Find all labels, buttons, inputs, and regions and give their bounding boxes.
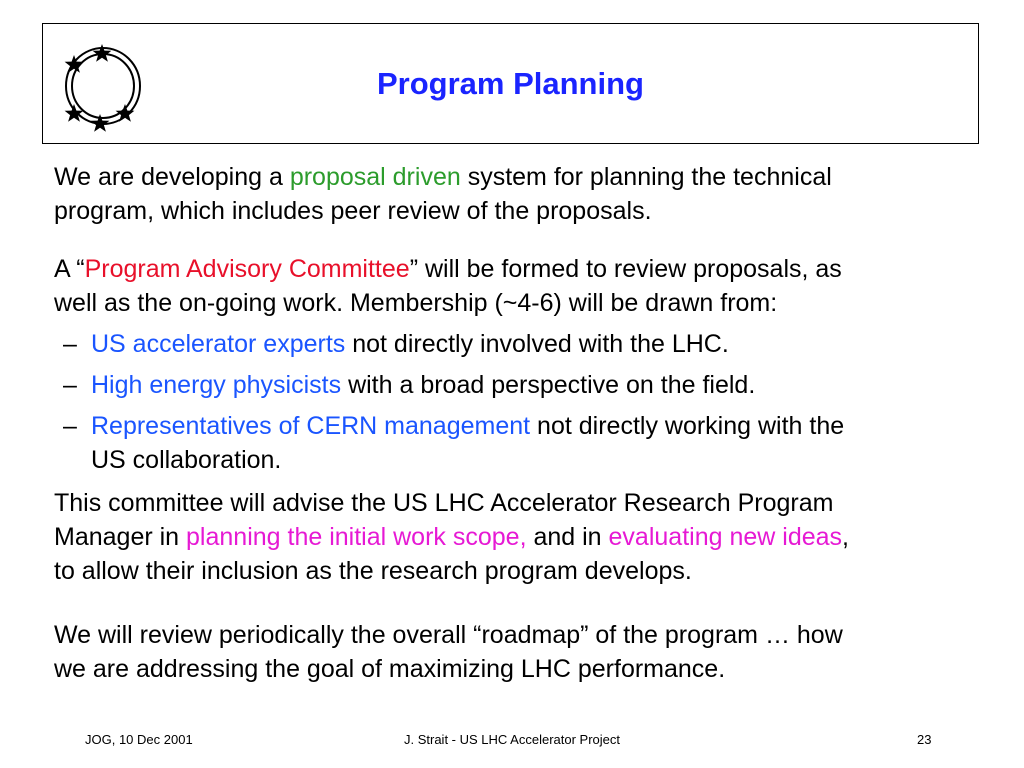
- highlight-program-advisory-committee: Program Advisory Committee: [84, 255, 410, 283]
- paragraph-committee-advice: This committee will advise the US LHC Accelerator Research Program Manager in planning the initial work scope, and in evaluating new ideas, to allow their inclusion as the research program develops.: [54, 489, 849, 585]
- bullet-cern-management: – Representatives of CERN management not directly working with the US collaboration.: [63, 412, 845, 474]
- paragraph-proposal-system: We are developing a proposal driven system for planning the technical program, which includes peer review of the proposals.: [54, 163, 832, 225]
- paragraph-advisory-committee: A “Program Advisory Committee” will be formed to review proposals, as well as the on-going work. Membership (~4-6) will be drawn from:: [54, 255, 842, 317]
- paragraph-roadmap-review: We will review periodically the overall “roadmap” of the program … how we are addressing the goal of maximizing LHC performance.: [54, 621, 843, 683]
- footer-page-number: 23: [917, 732, 932, 747]
- footer-date: JOG, 10 Dec 2001: [85, 732, 193, 747]
- highlight-initial-work-scope: planning the initial work scope,: [186, 523, 527, 551]
- bullet-high-energy-physicists: – High energy physicists with a broad perspective on the field.: [63, 371, 756, 399]
- highlight-new-ideas: evaluating new ideas: [608, 523, 843, 551]
- footer-project: J. Strait - US LHC Accelerator Project: [403, 732, 620, 747]
- slide-title: Program Planning: [377, 66, 644, 101]
- highlight-proposal-driven: proposal driven: [289, 163, 461, 191]
- bullet-us-accelerator-experts: – US accelerator experts not directly involved with the LHC.: [63, 330, 729, 358]
